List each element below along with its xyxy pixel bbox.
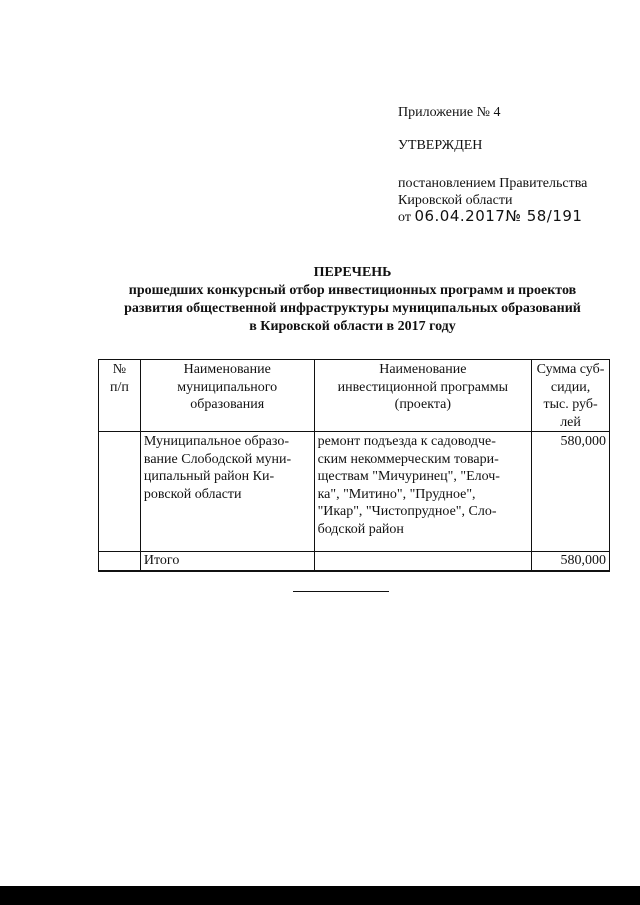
- document-title: ПЕРЕЧЕНЬ: [313, 265, 392, 280]
- cell-text-line: ровской области: [143, 486, 242, 502]
- total-number-cell: [99, 552, 141, 571]
- cell-text-line: "Икар", "Чистопрудное", Сло-: [317, 504, 497, 519]
- document-subtitle-line-1: прошедших конкурсный отбор инвестиционных программ и проектов: [128, 283, 577, 298]
- document-subtitle-line-2: развития общественной инфраструктуры муниципальных образований: [124, 301, 581, 316]
- header-text-line: инвестиционной программы: [337, 379, 509, 395]
- cell-text-line: вание Слободской муни-: [143, 451, 292, 467]
- cell-municipality: [140, 432, 314, 552]
- total-label: Итого: [140, 552, 314, 571]
- decree-line-2: Кировской области: [398, 193, 513, 208]
- cell-text-line: ка", "Митино", "Прудное",: [317, 486, 476, 502]
- cell-text-line: ципальный район Ки-: [143, 469, 275, 484]
- header-text-line: (проекта): [394, 397, 451, 412]
- header-text-line: образования: [190, 397, 265, 412]
- header-sum: [532, 360, 610, 432]
- document-subtitle-line-3: в Кировской области в 2017 году: [249, 319, 456, 334]
- decree-date-number: [398, 208, 582, 226]
- total-program-cell: [314, 552, 532, 571]
- header-text-line: п/п: [110, 379, 129, 395]
- header-text-line: Наименование: [183, 362, 271, 377]
- cell-text-line: ремонт подъезда к садоводче-: [317, 434, 496, 449]
- header-number: [99, 360, 141, 432]
- end-divider-line: [293, 591, 389, 592]
- appendix-number: Приложение № 4: [398, 105, 501, 120]
- cell-number: [99, 432, 141, 552]
- header-text-line: муниципального: [177, 379, 278, 395]
- header-municipality: [140, 360, 314, 432]
- decree-line-1: постановлением Правительства: [398, 176, 588, 191]
- scan-edge-bar: [0, 886, 640, 905]
- approved-stamp-text: УТВЕРЖДЕН: [398, 138, 483, 153]
- cell-sum: 580,000: [532, 432, 610, 552]
- header-text-line: тыс. руб-: [543, 397, 598, 412]
- cell-text-line: бодской район: [317, 521, 404, 537]
- cell-text-line: Муниципальное образо-: [143, 434, 289, 449]
- header-text-line: сидии,: [550, 379, 591, 395]
- total-sum: 580,000: [532, 552, 610, 571]
- header-text-line: Сумма суб-: [536, 362, 605, 377]
- header-text-line: №: [112, 362, 127, 377]
- cell-text-line: ским некоммерческим товари-: [317, 451, 499, 467]
- header-text-line: лей: [560, 414, 581, 430]
- cell-program: [314, 432, 532, 552]
- table-row: [99, 432, 610, 552]
- decree-handwritten-date: 06.04.2017№ 58/191: [414, 207, 583, 225]
- header-program: [314, 360, 532, 432]
- cell-text-line: ществам "Мичуринец", "Елоч-: [317, 469, 500, 484]
- table-header-row: [99, 360, 610, 432]
- programs-table: [98, 359, 610, 572]
- header-text-line: Наименование: [379, 362, 467, 377]
- decree-prefix: от: [398, 210, 415, 225]
- table-total-row: [99, 552, 610, 571]
